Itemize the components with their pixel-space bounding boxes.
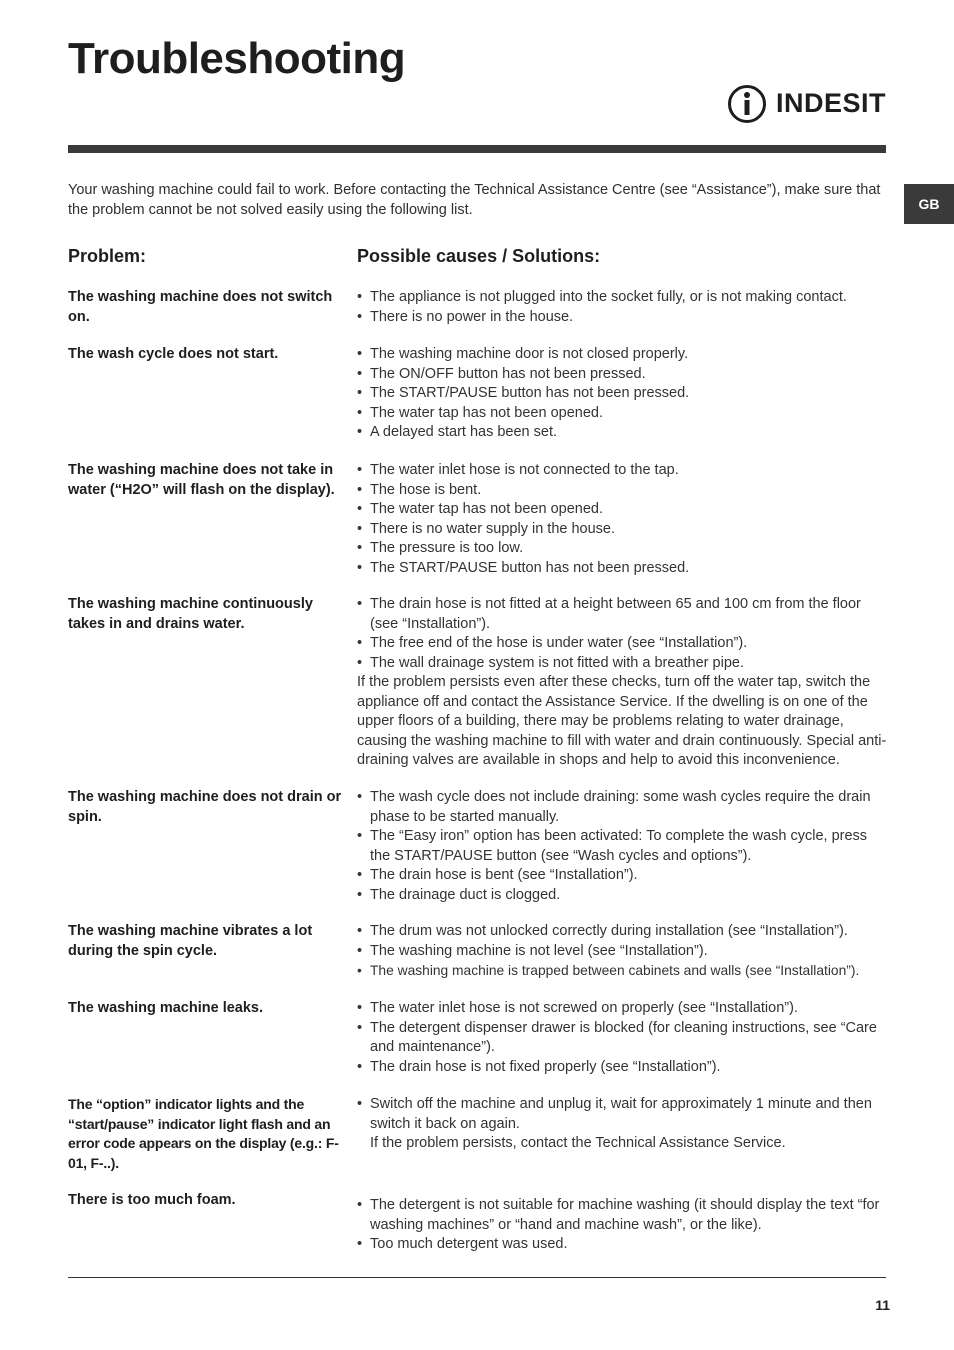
- problem-text: The washing machine does not take in water (“H2O” will flash on the display).: [68, 462, 335, 498]
- solution-item: • A delayed start has been set.: [357, 423, 887, 443]
- solution-item: • The appliance is not plugged into the socket fully, or is not making contact.: [357, 288, 887, 308]
- solution-item: • There is no power in the house.: [357, 308, 887, 328]
- page-title: Troubleshooting: [68, 34, 406, 83]
- solutions-list: [357, 461, 887, 578]
- brand-logo: [726, 84, 888, 124]
- solution-item: • The water inlet hose is not connected to the tap.: [357, 461, 887, 481]
- problem-text: The washing machine continuously takes in and drains water.: [68, 596, 313, 632]
- problem-text: The wash cycle does not start.: [68, 346, 279, 362]
- indesit-i-icon: [726, 84, 768, 124]
- solution-item: • The free end of the hose is under water (see “Installation”).: [357, 634, 887, 654]
- solution-item: • The detergent is not suitable for machine washing (it should display the text “for washing machines” or “hand and machine wash”, or the like).: [357, 1196, 887, 1235]
- footer-divider: [68, 1277, 886, 1278]
- solution-item: • The drum was not unlocked correctly during installation (see “Installation”).: [357, 922, 887, 942]
- solution-item: • The hose is bent.: [357, 481, 887, 501]
- solutions-list: [357, 788, 887, 905]
- solution-item: • The detergent dispenser drawer is blocked (for cleaning instructions, see “Care and maintenance”).: [357, 1019, 887, 1058]
- solutions-list: [357, 999, 887, 1077]
- solution-item: • The washing machine is not level (see “Installation”).: [357, 942, 887, 962]
- solution-item: • The drain hose is not fixed properly (see “Installation”).: [357, 1058, 887, 1078]
- solution-item: • The drainage duct is clogged.: [357, 886, 887, 906]
- problem-text: The washing machine does not switch on.: [68, 289, 333, 325]
- problem-text: The washing machine leaks.: [68, 1000, 264, 1016]
- problem-text: The “option” indicator lights and the “start/pause” indicator light flash and an error code appears on the display (e.g.: F-01, F-..).: [68, 1096, 339, 1171]
- solutions-list: [357, 1196, 887, 1255]
- solution-item: • The water inlet hose is not screwed on properly (see “Installation”).: [357, 999, 887, 1019]
- solution-item: • The water tap has not been opened.: [357, 404, 887, 424]
- solutions-list: [357, 345, 887, 443]
- solution-item: • The START/PAUSE button has not been pressed.: [357, 384, 887, 404]
- solutions-column-heading: Possible causes / Solutions:: [357, 246, 601, 266]
- solutions-list: [357, 595, 887, 771]
- solution-item: • The “Easy iron” option has been activated: To complete the wash cycle, press the START/PAUSE button (see “Wash cycles and options”).: [357, 827, 887, 866]
- solutions-list: [357, 1095, 887, 1154]
- solution-item: • The water tap has not been opened.: [357, 500, 887, 520]
- header-divider: [68, 145, 886, 153]
- solution-note: If the problem persists even after these checks, turn off the water tap, switch the appliance off and contact the Assistance Service. If the dwelling is on one of the upper floors of a building, there may be problems relating to water drainage, causing the washing machine to fill with water and drain continuously. Special anti-draining valves are available in shops and help to avoid this inconvenience.: [357, 674, 887, 768]
- language-tab: GB: [904, 184, 954, 224]
- solution-item: • Too much detergent was used.: [357, 1235, 887, 1255]
- problem-text: The washing machine vibrates a lot during the spin cycle.: [68, 923, 313, 959]
- solution-item: • The drain hose is bent (see “Installation”).: [357, 866, 887, 886]
- solutions-list: [357, 288, 887, 327]
- solution-item: • There is no water supply in the house.: [357, 520, 887, 540]
- solution-item: • The ON/OFF button has not been pressed.: [357, 365, 887, 385]
- brand-wordmark: INDESIT: [776, 88, 887, 118]
- solution-item: • The wash cycle does not include draining: some wash cycles require the drain phase to be started manually.: [357, 788, 887, 827]
- solution-item: • The washing machine is trapped between cabinets and walls (see “Installation”).: [357, 961, 887, 981]
- solution-note: If the problem persists, contact the Technical Assistance Service.: [370, 1135, 786, 1151]
- solution-item: • The drain hose is not fitted at a height between 65 and 100 cm from the floor (see “Installation”).: [357, 595, 887, 634]
- page-number: 11: [875, 1297, 890, 1313]
- solutions-list: [357, 922, 887, 981]
- problem-column-heading: Problem:: [68, 246, 147, 266]
- solution-item: • The pressure is too low.: [357, 539, 887, 559]
- intro-paragraph: Your washing machine could fail to work. Before contacting the Technical Assistance Centre (see “Assistance”), make sure that the problem cannot be not solved easily using the following list.: [68, 182, 881, 218]
- solution-item: • The wall drainage system is not fitted with a breather pipe.: [357, 654, 887, 674]
- solution-item: • The START/PAUSE button has not been pressed.: [357, 559, 887, 579]
- solution-item: • The washing machine door is not closed properly.: [357, 345, 887, 365]
- problem-text: There is too much foam.: [68, 1192, 236, 1208]
- solution-item: • Switch off the machine and unplug it, wait for approximately 1 minute and then switch it back on again.: [357, 1095, 887, 1134]
- problem-text: The washing machine does not drain or spin.: [68, 789, 342, 825]
